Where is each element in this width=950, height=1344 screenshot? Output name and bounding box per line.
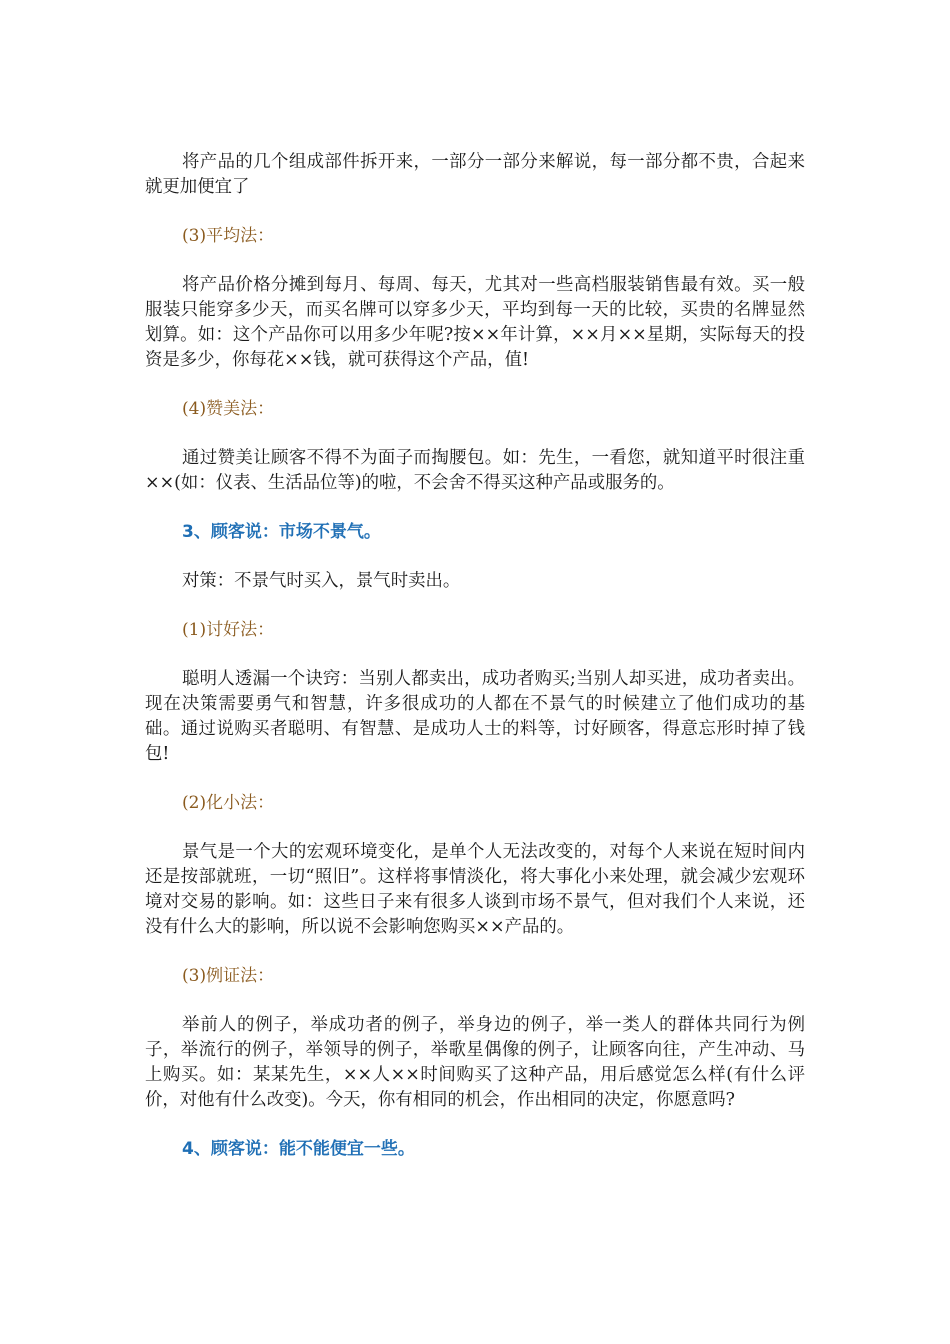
paragraph-split-parts: 将产品的几个组成部件拆开来，一部分一部分来解说，每一部分都不贵，合起来就更加便宜了	[145, 152, 805, 197]
paragraph-example-method: 举前人的例子，举成功者的例子，举身边的例子，举一类人的群体共同行为例子，举流行的例子，举领导的例子，举歌星偶像的例子，让顾客向往，产生冲动、马上购买。如：某某先生，××人××时间购买了这种产品，用后感觉怎么样(有什么评价，对他有什么改变)。今天，你有相同的机会，作出相同的决定，你愿意吗?	[145, 1015, 805, 1110]
subheading-average-method: (3)平均法：	[182, 226, 275, 246]
paragraph-flattery-method: 聪明人透漏一个诀窍：当别人都卖出，成功者购买;当别人却买进，成功者卖出。现在决策需要勇气和智慧，许多很成功的人都在不景气的时候建立了他们成功的基础。通过说购买者聪明、有智慧、是成功人士的料等，讨好顾客，得意忘形时掉了钱包!	[145, 669, 805, 764]
paragraph-countermeasure: 对策：不景气时买入，景气时卖出。	[182, 571, 461, 591]
document-body	[145, 150, 805, 1186]
subheading-flattery-method: (1)讨好法：	[182, 620, 275, 640]
subheading-example-method: (3)例证法：	[182, 966, 275, 986]
section-heading-cheaper: 4、顾客说：能不能便宜一些。	[182, 1139, 415, 1159]
paragraph-praise-method: 通过赞美让顾客不得不为面子而掏腰包。如：先生，一看您，就知道平时很注重××(如：仪表、生活品位等)的啦，不会舍不得买这种产品或服务的。	[145, 448, 805, 493]
subheading-minimize-method: (2)化小法：	[182, 793, 275, 813]
subheading-praise-method: (4)赞美法：	[182, 399, 275, 419]
section-heading-market-slump: 3、顾客说：市场不景气。	[182, 522, 381, 542]
paragraph-average-method: 将产品价格分摊到每月、每周、每天，尤其对一些高档服装销售最有效。买一般服装只能穿多少天，而买名牌可以穿多少天，平均到每一天的比较，买贵的名牌显然划算。如：这个产品你可以用多少年呢?按××年计算，××月××星期，实际每天的投资是多少，你每花××钱，就可获得这个产品，值!	[145, 275, 805, 370]
paragraph-minimize-method: 景气是一个大的宏观环境变化，是单个人无法改变的，对每个人来说在短时间内还是按部就班，一切“照旧”。这样将事情淡化，将大事化小来处理，就会减少宏观环境对交易的影响。如：这些日子来有很多人谈到市场不景气，但对我们个人来说，还没有什么大的影响，所以说不会影响您购买××产品的。	[145, 842, 805, 937]
